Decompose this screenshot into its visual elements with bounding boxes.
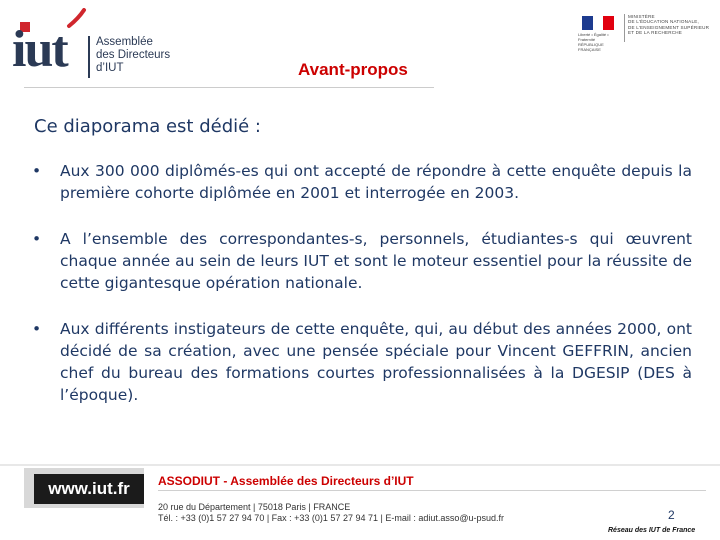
ministry-line: DE L’ENSEIGNEMENT SUPÉRIEUR (628, 24, 710, 30)
iut-logo (12, 6, 171, 78)
flag-band-red (603, 16, 614, 30)
footer-rule (0, 464, 720, 466)
list-item (32, 160, 692, 204)
network-signature: Réseau des IUT de France (608, 527, 696, 534)
logo-divider (88, 36, 90, 78)
footer-contact-line: Tél. : +33 (0)1 57 27 94 70 | Fax : +33 (0)1 57 27 94 71 | E-mail : adiut.asso@u-psud.fr (158, 513, 505, 523)
ministry-line: ET DE LA RECHERCHE (628, 30, 683, 36)
list-item (32, 228, 692, 294)
logo-line: d’IUT (96, 62, 124, 74)
republic-motto: Liberté • Égalité • Fraternité (578, 32, 609, 42)
logo-line: des Directeurs (96, 49, 171, 61)
slide-subtitle: Ce diaporama est dédié : (34, 116, 261, 137)
list-item-text: A l’ensemble des correspondantes-s, personnels, étudiantes-s qui œuvrent chaque année au sein de leurs IUT et sont le moteur essentiel pour la réussite de cette gigantesque opération nationale. (60, 230, 692, 292)
ministry-line: DE L’ÉDUCATION NATIONALE, (628, 19, 699, 25)
list-item-text: Aux différents instigateurs de cette enquête, qui, au début des années 2000, ont décidé de sa création, avec une pensée spéciale pour Vincent GEFFRIN, ancien chef du bureau des formations courtes professionnalisées à la DGESIP (DES à l’époque). (60, 320, 692, 404)
footer-url-box (34, 474, 144, 504)
ministry-line: MINISTÈRE (628, 14, 655, 19)
republic-name: RÉPUBLIQUE FRANÇAISE (578, 42, 604, 52)
logo-mark: iut (12, 21, 67, 78)
flag-band-blue (582, 16, 593, 30)
flag-band-white (593, 16, 604, 30)
bullet-icon: • (32, 320, 42, 338)
marianne-emblem-icon (578, 14, 618, 52)
logo-swoosh-icon (66, 8, 88, 30)
ministry-separator (624, 14, 625, 42)
footer-divider (158, 490, 706, 491)
page-number: 2 (668, 508, 675, 522)
list-item (32, 318, 692, 406)
logo-line: Assemblée (96, 36, 153, 48)
footer-url-tab (24, 468, 144, 508)
dedication-list (32, 160, 692, 406)
footer-address-line: 20 rue du Département | 75018 Paris | FRANCE (158, 502, 351, 512)
ministry-block (578, 14, 710, 52)
republic-label (578, 32, 622, 52)
title-rule (24, 87, 434, 88)
bullet-icon: • (32, 230, 42, 248)
list-item-text: Aux 300 000 diplômés-es qui ont accepté de répondre à cette enquête depuis la première cohorte diplômée en 2001 et interrogée en 2003. (60, 162, 692, 202)
french-flag-icon (582, 16, 614, 30)
footer-organization: ASSODIUT - Assemblée des Directeurs d’IUT (158, 474, 414, 488)
bullet-icon: • (32, 162, 42, 180)
logo-text (96, 36, 170, 75)
footer-address (158, 502, 504, 524)
slide-title: Avant-propos (298, 60, 408, 79)
website-link[interactable]: www.iut.fr (48, 479, 130, 498)
ministry-name (628, 14, 709, 36)
